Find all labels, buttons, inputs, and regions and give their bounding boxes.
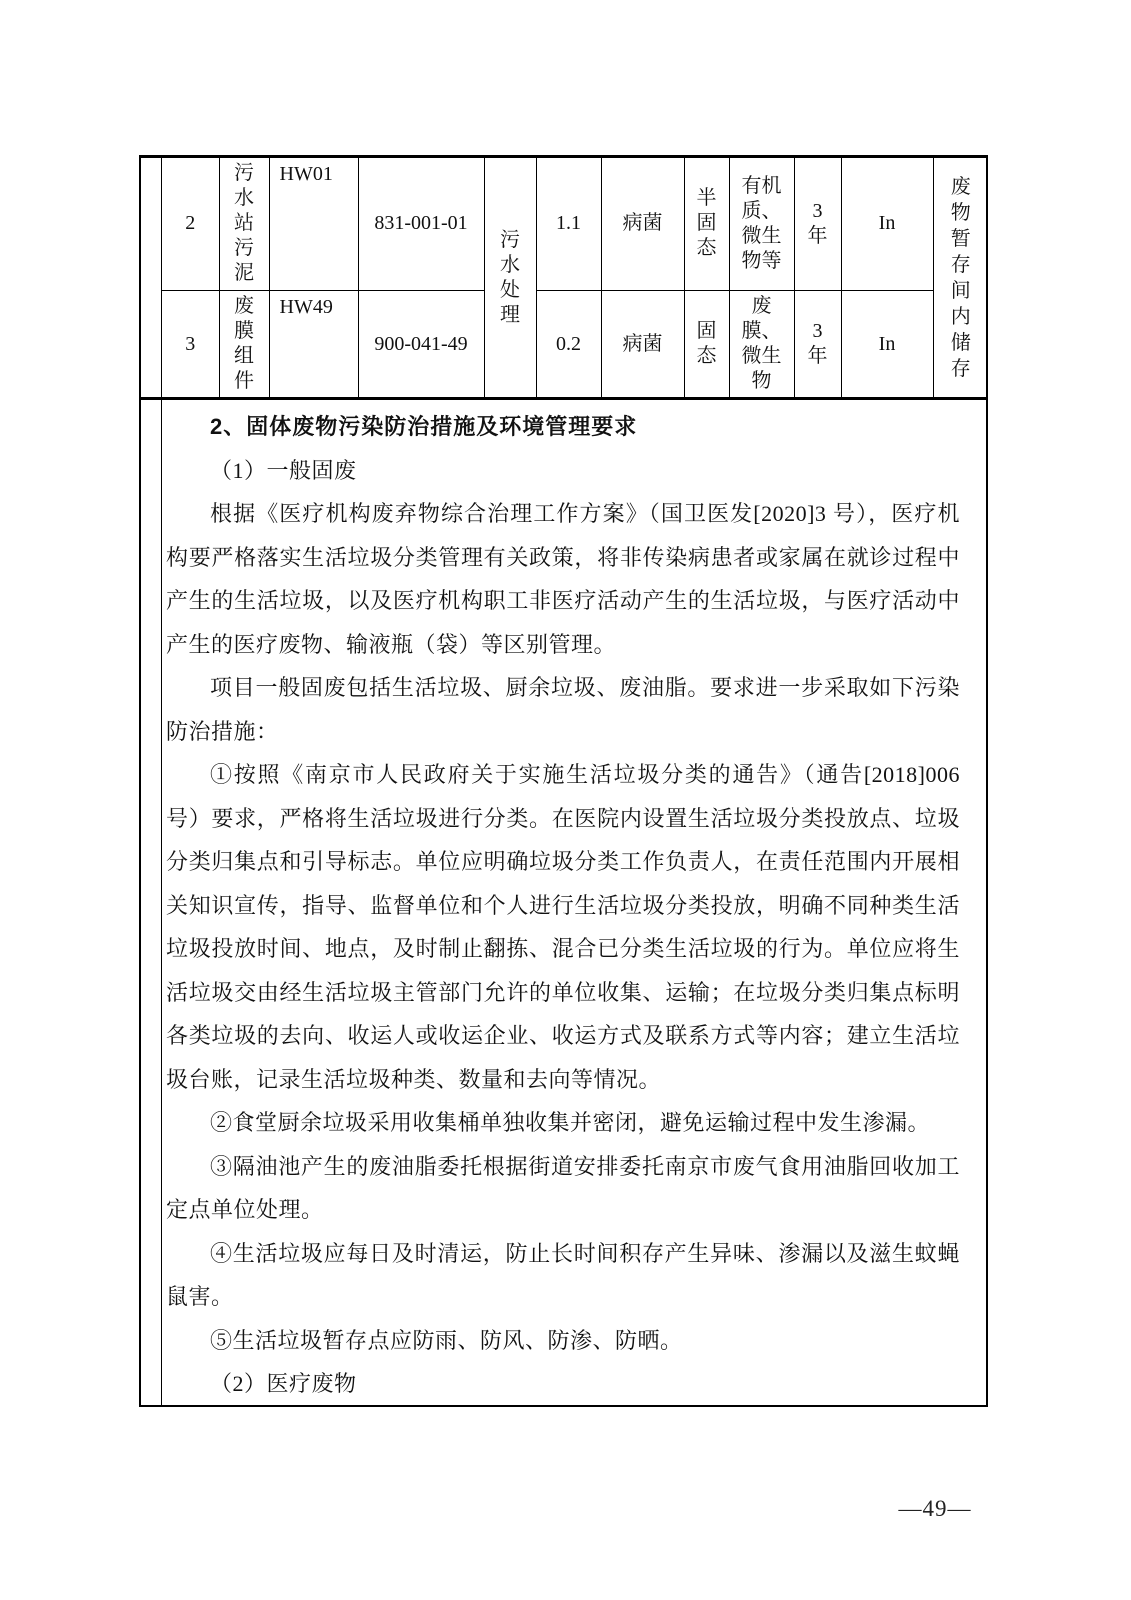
period-value: 3年: [807, 320, 828, 368]
amount-value: 0.2: [556, 332, 581, 355]
table-row: [162, 290, 988, 397]
paragraph-9: （2）医疗废物: [210, 1371, 357, 1396]
cell-category: [269, 158, 358, 290]
disposal-value: In: [878, 212, 896, 235]
section-heading: 2、固体废物污染防治措施及环境管理要求: [210, 414, 638, 439]
cell-category: [269, 290, 358, 397]
paragraph-2: 根据《医疗机构废弃物综合治理工作方案》（国卫医发[2020]3 号），医疗机构要严格落实生活垃圾分类管理有关政策，将非传染病患者或家属在就诊过程中产生的生活垃圾，以及医疗机构职工非医疗活动产生的生活垃圾，与医疗活动中产生的医疗废物、输液瓶（袋）等区别管理。: [166, 501, 960, 657]
cell-component: [601, 290, 684, 397]
cell-amount: [536, 158, 601, 290]
paragraph-5: ②食堂厨余垃圾采用收集桶单独收集并密闭，避免运输过程中发生渗漏。: [210, 1110, 931, 1135]
composition-value: 废膜、微生物: [741, 295, 782, 393]
amount-value: 1.1: [556, 212, 581, 235]
storage-label: 废物暂存间内储存: [950, 175, 971, 380]
waste-name: 废膜组件: [234, 295, 254, 393]
form-value: 半固态: [696, 187, 717, 260]
cell-form: [684, 290, 729, 397]
waste-name: 污水站污泥: [234, 162, 254, 285]
paragraph-6: ③隔油池产生的废油脂委托根据街道安排委托南京市废气食用油脂回收加工定点单位处理。: [166, 1153, 960, 1222]
cell-amount: [536, 290, 601, 397]
serial-number: 3: [185, 332, 196, 355]
cell-composition: [729, 290, 794, 397]
process-label: 污水处理: [500, 228, 520, 326]
cell-disposal: [841, 290, 933, 397]
cell-composition: [729, 158, 794, 290]
hazardous-waste-table: [162, 158, 988, 398]
paragraph-4: ①按照《南京市人民政府关于实施生活垃圾分类的通告》（通告[2018]006 号）要求，严格将生活垃圾进行分类。在医院内设置生活垃圾分类投放点、垃圾分类归集点和引导标志。单位应明确垃圾分类工作负责人，在责任范围内开展相关知识宣传，指导、监督单位和个人进行生活垃圾分类投放，明确不同种类生活垃圾投放时间、地点，及时制止翻拣、混合已分类生活垃圾的行为。单位应将生活垃圾交由经生活垃圾主管部门允许的单位收集、运输；在垃圾分类归集点标明各类垃圾的去向、收运人或收运企业、收运方式及联系方式等内容；建立生活垃圾台账，记录生活垃圾种类、数量和去向等情况。: [166, 762, 960, 1092]
document-frame: [139, 155, 988, 1407]
cell-period: [794, 290, 841, 397]
cell-serial: [162, 158, 219, 290]
cell-form: [684, 158, 729, 290]
cell-process-merged: [484, 158, 536, 398]
cell-component: [601, 158, 684, 290]
form-value: 固态: [696, 320, 717, 368]
disposal-value: In: [878, 332, 896, 355]
cell-serial: [162, 290, 219, 397]
waste-category-code: HW49: [279, 295, 333, 318]
text-section: [162, 398, 986, 1405]
table-row: [162, 158, 988, 290]
cell-period: [794, 158, 841, 290]
waste-category-code: HW01: [279, 163, 333, 185]
composition-value: 有机质、微生物等: [741, 174, 782, 272]
paragraphs: [166, 449, 960, 1406]
page-number: —49—: [898, 1496, 972, 1521]
paragraph-8: ⑤生活垃圾暂存点应防雨、防风、防渗、防晒。: [210, 1327, 683, 1353]
cell-waste-name: [219, 290, 269, 397]
serial-number: 2: [185, 212, 196, 235]
cell-disposal: [841, 158, 933, 290]
component-value: 病菌: [622, 332, 663, 355]
cell-waste-code: [358, 290, 484, 397]
waste-code: 831-001-01: [374, 212, 468, 235]
period-value: 3年: [807, 199, 828, 247]
paragraph-7: ④生活垃圾应每日及时清运，防止长时间积存产生异味、渗漏以及滋生蚊蝇鼠害。: [166, 1240, 960, 1309]
cell-waste-name: [219, 158, 269, 290]
cell-waste-code: [358, 158, 484, 290]
paragraph-1: （1）一般固废: [210, 457, 357, 483]
component-value: 病菌: [622, 212, 663, 235]
cell-storage-merged: [933, 158, 988, 398]
waste-code: 900-041-49: [374, 332, 468, 355]
paragraph-3: 项目一般固废包括生活垃圾、厨余垃圾、废油脂。要求进一步采取如下污染防治措施：: [166, 675, 960, 744]
